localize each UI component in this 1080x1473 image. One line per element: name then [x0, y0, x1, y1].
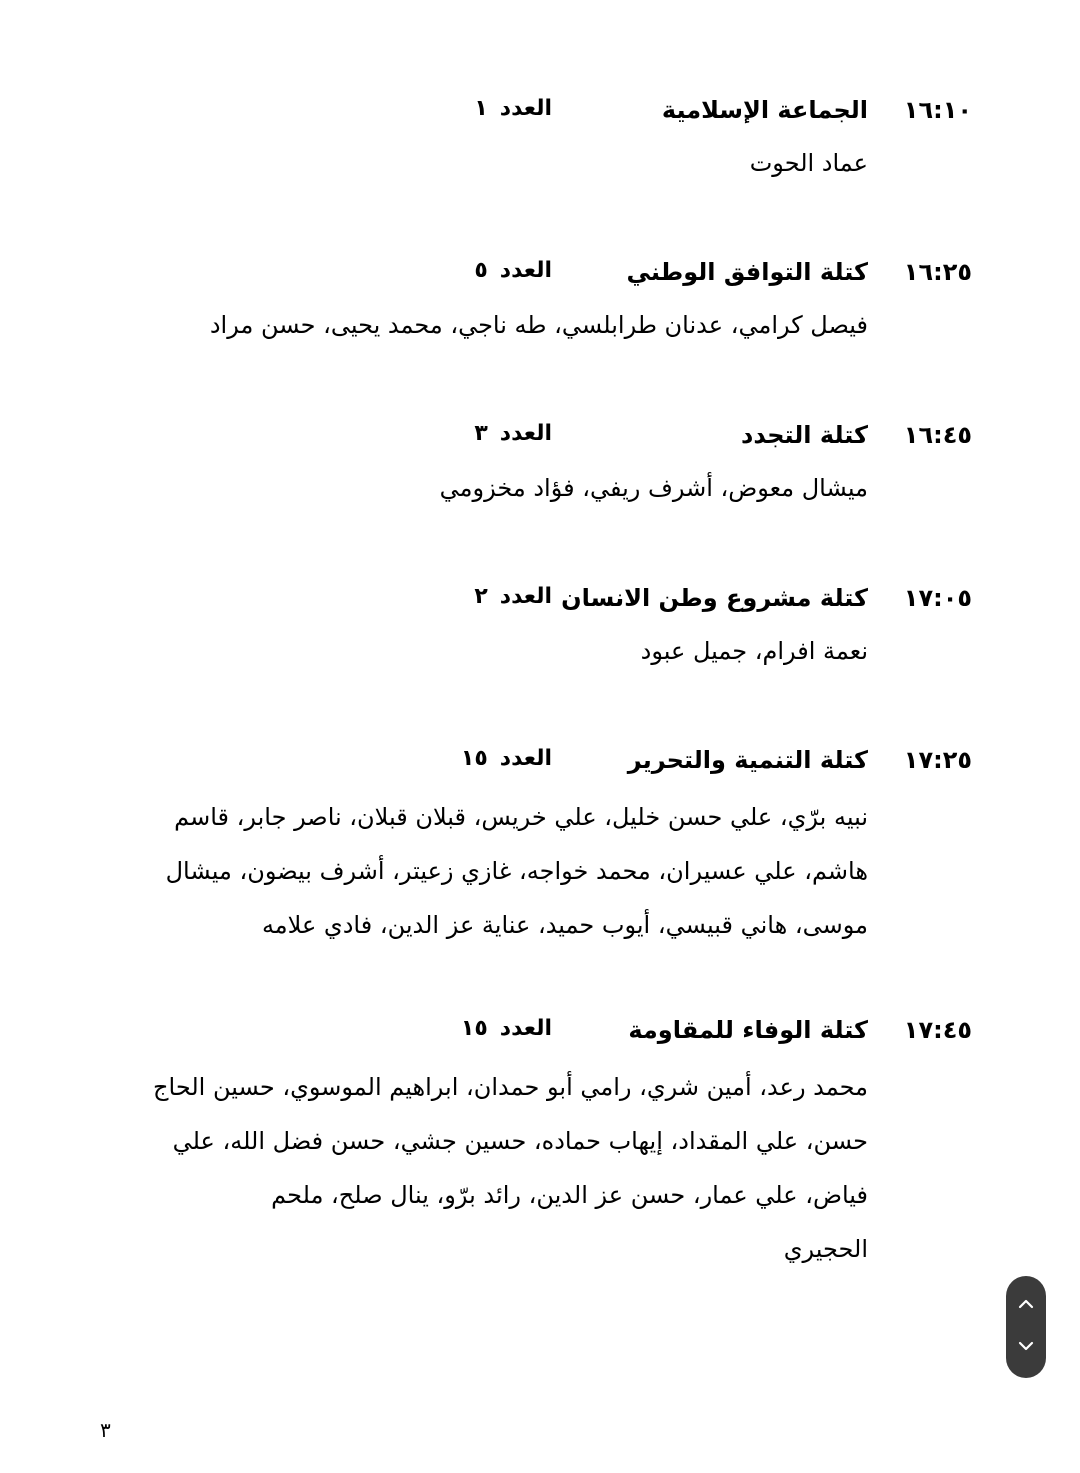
member-list [112, 1060, 868, 1276]
bloc-name: كتلة التجدد [741, 421, 868, 449]
page-number: ٣ [100, 1418, 111, 1442]
session-time: ١٧:٠٥ [903, 584, 972, 612]
member-line: فيصل كرامي، عدنان طرابلسي، طه ناجي، محمد يحيى، حسن مراد [209, 311, 868, 339]
schedule-entry [0, 746, 1080, 939]
member-count [474, 258, 552, 283]
count-label: العدد [499, 421, 552, 446]
count-value: ١ [474, 96, 488, 121]
member-list [112, 136, 868, 190]
bloc-name: كتلة التنمية والتحرير [627, 746, 868, 774]
member-line: فياض، علي عمار، حسن عز الدين، رائد برّو، ينال صلح، ملحم [271, 1181, 868, 1209]
member-count [474, 421, 552, 446]
member-line: هاشم، علي عسيران، محمد خواجه، غازي زعيتر، أشرف بيضون، ميشال [165, 857, 868, 885]
count-value: ٢ [474, 584, 488, 609]
schedule-entry [0, 96, 1080, 177]
chevron-up-icon [1018, 1298, 1034, 1310]
chevron-down-icon [1018, 1340, 1034, 1352]
entry-header [0, 258, 1080, 298]
count-label: العدد [499, 1016, 552, 1041]
member-list [112, 298, 868, 352]
bloc-name: كتلة الوفاء للمقاومة [628, 1016, 868, 1044]
member-count [474, 584, 552, 609]
bloc-name: الجماعة الإسلامية [661, 96, 868, 124]
schedule-entry [0, 421, 1080, 502]
count-value: ٥ [474, 258, 488, 283]
count-label: العدد [499, 584, 552, 609]
member-count [461, 746, 552, 771]
member-count [461, 1016, 552, 1041]
session-time: ١٧:٢٥ [903, 746, 972, 774]
bloc-name: كتلة مشروع وطن الانسان [561, 584, 868, 612]
schedule-entry [0, 1016, 1080, 1263]
session-time: ١٦:٢٥ [903, 258, 972, 286]
entry-header [0, 1016, 1080, 1056]
member-line: نبيه برّي، علي حسن خليل، علي خريس، قبلان قبلان، ناصر جابر، قاسم [174, 803, 868, 831]
entry-header [0, 421, 1080, 461]
scroll-down-button[interactable] [1006, 1328, 1046, 1368]
count-value: ٣ [474, 421, 488, 446]
member-list [112, 790, 868, 952]
count-label: العدد [499, 746, 552, 771]
count-value: ١٥ [460, 1016, 488, 1041]
session-time: ١٦:٤٥ [903, 421, 972, 449]
member-line: نعمة افرام، جميل عبود [640, 637, 868, 665]
session-time: ١٧:٤٥ [903, 1016, 972, 1044]
member-line: الحجيري [783, 1235, 868, 1263]
schedule-entry [0, 258, 1080, 339]
member-list [112, 624, 868, 678]
session-time: ١٦:١٠ [903, 96, 972, 124]
member-count [474, 96, 552, 121]
member-line: موسى، هاني قبيسي، أيوب حميد، عناية عز الدين، فادي علامه [261, 911, 868, 939]
member-line: عماد الحوت [749, 149, 868, 177]
entry-header [0, 96, 1080, 136]
member-list [112, 461, 868, 515]
bloc-name: كتلة التوافق الوطني [626, 258, 868, 286]
member-line: حسن، علي المقداد، إيهاب حماده، حسين جشي، حسن فضل الله، علي [172, 1127, 868, 1155]
count-label: العدد [499, 258, 552, 283]
member-line: محمد رعد، أمين شري، رامي أبو حمدان، ابراهيم الموسوي، حسين الحاج [153, 1073, 868, 1101]
count-label: العدد [499, 96, 552, 121]
entry-header [0, 746, 1080, 786]
member-line: ميشال معوض، أشرف ريفي، فؤاد مخزومي [439, 474, 868, 502]
page-scroll-control [1006, 1276, 1046, 1378]
scroll-up-button[interactable] [1006, 1286, 1046, 1326]
schedule-entry [0, 584, 1080, 665]
count-value: ١٥ [460, 746, 488, 771]
entry-header [0, 584, 1080, 624]
